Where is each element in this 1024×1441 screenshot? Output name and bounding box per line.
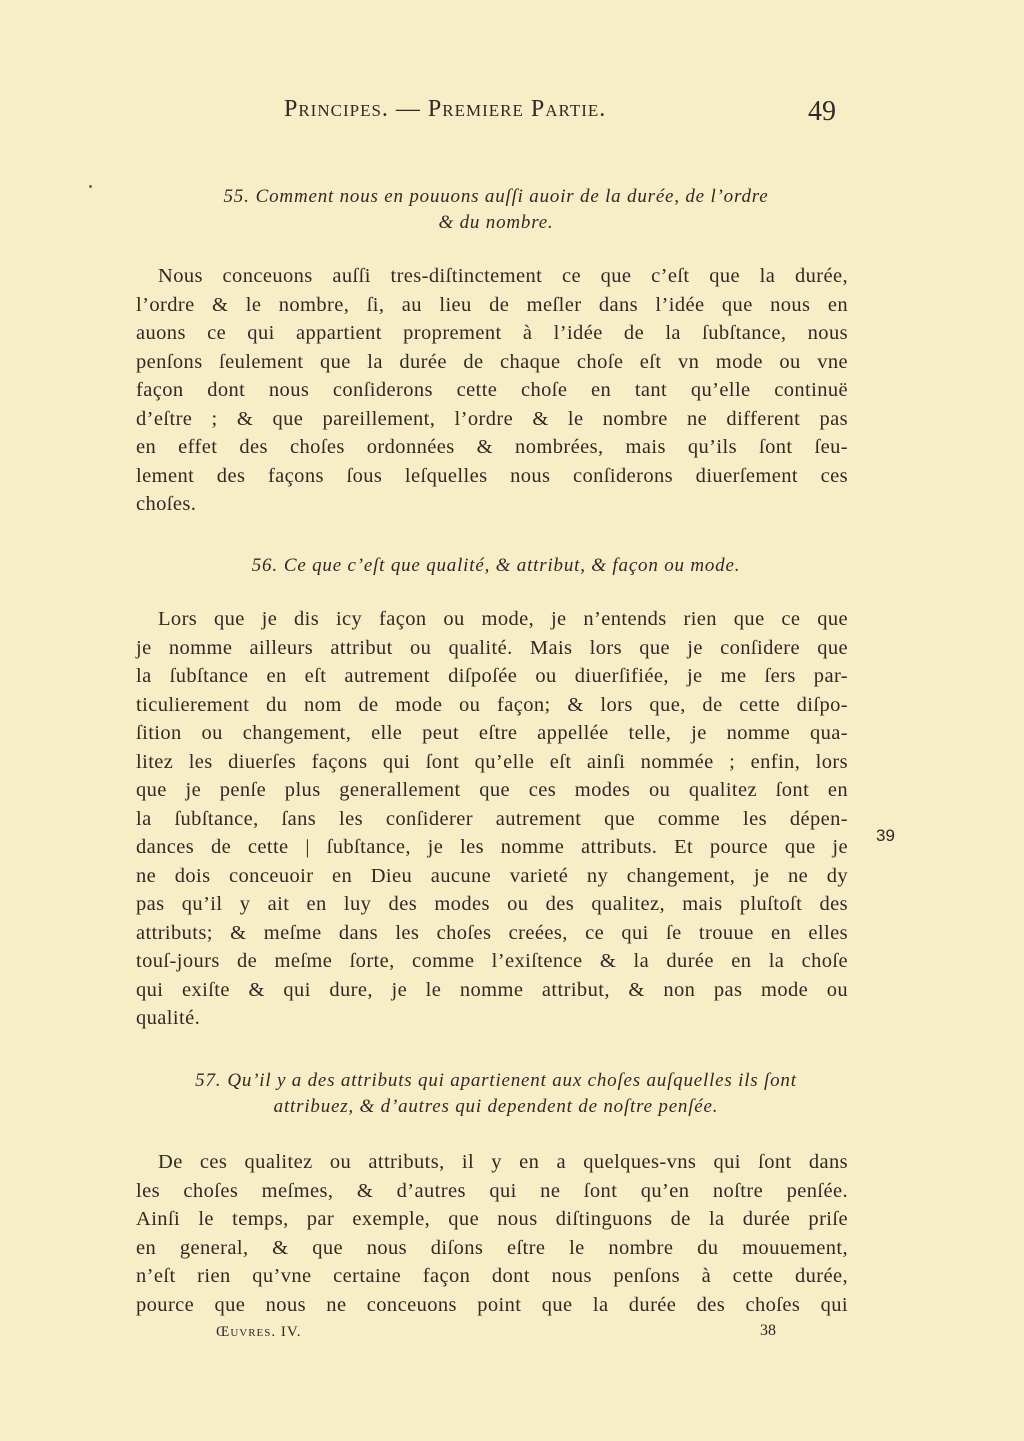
text-line: litez les diuerſes façons qui ſont qu’elle eſt ainſi nommée ; enfin, lors bbox=[136, 750, 848, 773]
ink-speck bbox=[89, 185, 92, 188]
text-line: en effet des choſes ordonnées & nombrées, mais qu’ils ſont ſeu- bbox=[136, 436, 848, 458]
page-number: 49 bbox=[808, 96, 836, 127]
text-line: ne dois conceuoir en Dieu aucune varieté ny changement, je ne dy bbox=[136, 864, 848, 887]
section-number: 56. bbox=[251, 555, 278, 576]
text-line: en general, & que nous diſons eſtre le nombre du mouuement, bbox=[136, 1236, 848, 1259]
signature-number: 38 bbox=[760, 1322, 776, 1339]
text-line: qualité. bbox=[136, 1007, 201, 1029]
heading-line: & du nombre. bbox=[438, 212, 554, 233]
text-line: Nous conceuons auſſi tres-diſtinctement ce que c’eſt que la durée, bbox=[158, 265, 848, 287]
section-heading-56 bbox=[140, 553, 852, 579]
text-line: façon dont nous conſiderons cette choſe en tant qu’elle continuë bbox=[136, 379, 848, 401]
text-line: penſons ſeulement que la durée de chaque choſe eſt vn mode ou vne bbox=[136, 350, 848, 373]
text-line: pource que nous ne conceuons point que la durée des choſes qui bbox=[136, 1293, 848, 1316]
text-line: dances de cette | ſubſtance, je les nomme attributs. Et pource que je bbox=[136, 836, 848, 858]
heading-line bbox=[140, 1068, 852, 1094]
margin-note: 39 bbox=[876, 826, 895, 845]
text-line: d’eſtre ; & que pareillement, l’ordre & le nombre ne different pas bbox=[136, 407, 848, 430]
text-line: choſes. bbox=[136, 493, 197, 515]
text-line: n’eſt rien qu’vne certaine façon dont nous penſons à cette durée, bbox=[136, 1265, 848, 1287]
text-line: je nomme ailleurs attribut ou qualité. Mais lors que je conſidere que bbox=[136, 636, 848, 659]
paragraph-56 bbox=[136, 605, 848, 1033]
text-line: ticulierement du nom de mode ou façon; & lors que, de cette diſpo- bbox=[136, 693, 848, 716]
footer-signature: Œuvres. IV. bbox=[216, 1324, 302, 1340]
text-line: l’ordre & le nombre, ſi, au lieu de meſler dans l’idée que nous en bbox=[136, 293, 848, 316]
text-line: lement des façons ſous leſquelles nous conſiderons diuerſement ces bbox=[136, 464, 848, 487]
section-heading-55 bbox=[140, 184, 852, 236]
text-line: ſition ou changement, elle peut eſtre appellée telle, je nomme qua- bbox=[136, 722, 848, 744]
paragraph-55 bbox=[136, 262, 848, 519]
text-line: que je penſe plus generallement que ces modes ou qualitez ſont en bbox=[136, 779, 848, 801]
running-head: Principes. — Premiere Partie. bbox=[284, 96, 607, 122]
text-line: Lors que je dis icy façon ou mode, je n’entends rien que ce que bbox=[158, 608, 848, 630]
text-line: pas qu’il y ait en luy des modes ou des qualitez, mais pluſtoſt des bbox=[136, 893, 848, 915]
heading-text: Qu’il y a des attributs qui apartienent aux choſes auſquelles ils ſont bbox=[227, 1070, 797, 1091]
text-line: la ſubſtance en eſt autrement diſpoſée ou diuerſifiée, je me ſers par- bbox=[136, 665, 848, 687]
paragraph-57 bbox=[136, 1148, 848, 1319]
text-line: De ces qualitez ou attributs, il y en a quelques-vns qui ſont dans bbox=[158, 1151, 848, 1173]
heading-text: Comment nous en pouuons auſſi auoir de la durée, de l’ordre bbox=[255, 186, 769, 207]
heading-line bbox=[140, 184, 852, 210]
text-line: attributs; & meſme dans les choſes creées, ce qui ſe trouue en elles bbox=[136, 921, 848, 944]
text-line: touſ-jours de meſme ſorte, comme l’exiſtence & la durée en la choſe bbox=[136, 950, 848, 972]
text-line: Ainſi le temps, par exemple, que nous diſtinguons de la durée priſe bbox=[136, 1208, 848, 1230]
section-number: 57. bbox=[195, 1070, 222, 1091]
section-heading-57 bbox=[140, 1068, 852, 1120]
heading-text: Ce que c’eſt que qualité, & attribut, & façon ou mode. bbox=[283, 555, 741, 576]
section-number: 55. bbox=[223, 186, 250, 207]
text-line: auons ce qui appartient proprement à l’idée de la ſubſtance, nous bbox=[136, 322, 848, 344]
text-line: qui exiſte & qui dure, je le nomme attribut, & non pas mode ou bbox=[136, 978, 848, 1001]
text-line: les choſes meſmes, & d’autres qui ne ſont qu’en noſtre penſée. bbox=[136, 1179, 848, 1202]
heading-line bbox=[140, 553, 852, 579]
heading-line: attribuez, & d’autres qui dependent de noſtre penſée. bbox=[273, 1096, 719, 1117]
text-line: la ſubſtance, ſans les conſiderer autrement que comme les dépen- bbox=[136, 807, 848, 830]
